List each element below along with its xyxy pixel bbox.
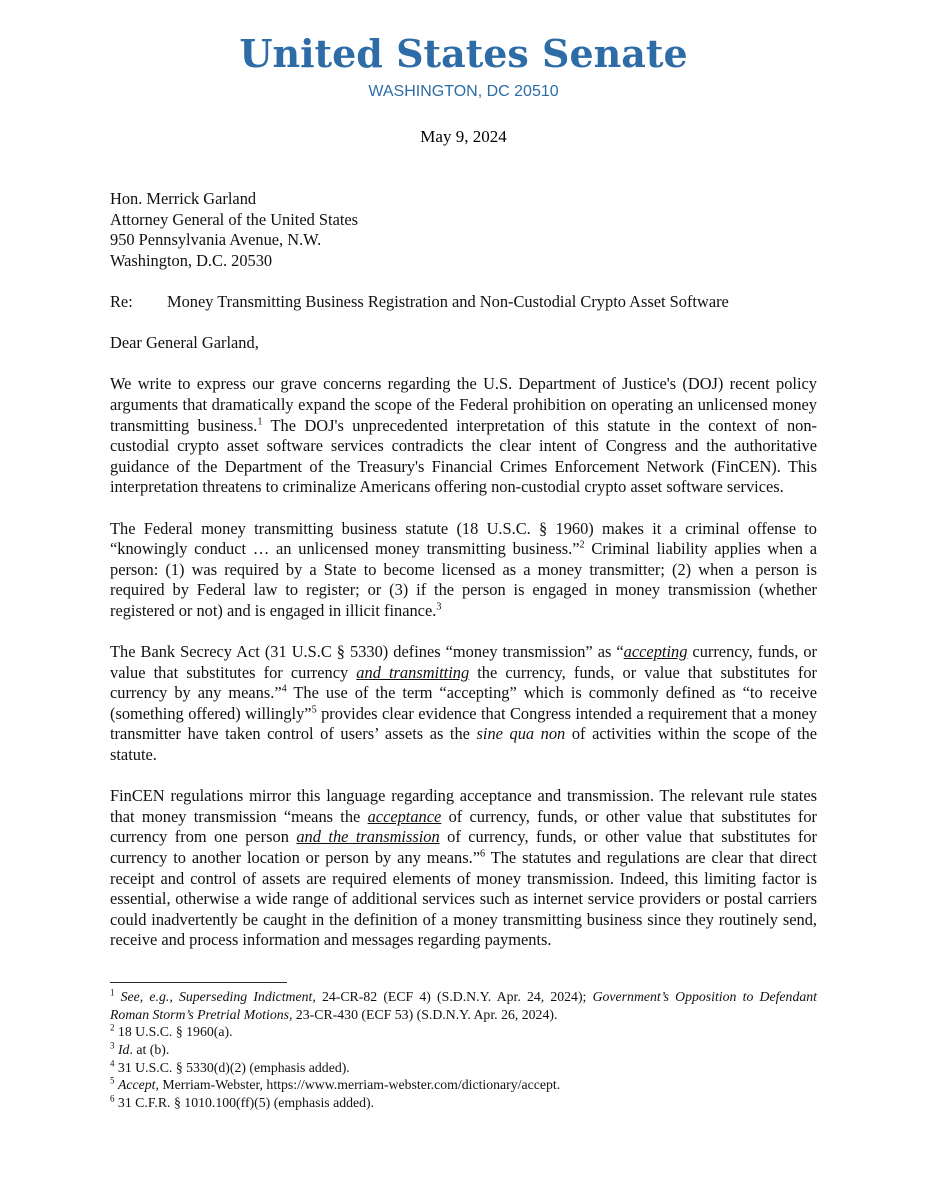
footnote: $^4$ 31 U.S.C. § 5330(d)(2) (emphasis added). — [110, 1058, 350, 1075]
recipient-address-block — [110, 189, 817, 271]
footnote: $^3$ Id. at (b). — [110, 1040, 170, 1058]
recipient-street: 950 Pennsylvania Avenue, N.W. — [110, 230, 322, 250]
footnote: $^1$ See, e.g., Superseding Indictment, 24-CR-82 (ECF 4) (S.D.N.Y. Apr. 24, 2024); Government’s Opposition to Defendant Roman Storm’s Pretrial Motions, 23-CR-430 (ECF 53) (S.D.N.Y. Apr. 26, 2024). — [110, 987, 817, 1022]
letter-date: May 9, 2024 — [420, 127, 507, 146]
footnote-section — [110, 982, 817, 1112]
footnote-separator-rule — [110, 982, 287, 983]
footnote: $^5$ Accept, Merriam-Webster, https://www.merriam-webster.com/dictionary/accept. — [110, 1075, 561, 1093]
letter-paragraph: The Federal money transmitting business statute (18 U.S.C. § 1960) makes it a criminal offense to “knowingly conduct … an unlicensed money transmitting business.”$^2$ Criminal liability applies when a person: (1) was required by a State to become licensed as a money transmitter; (2) when a person is required by Federal law to register; or (3) if the person is engaged in money transmission (whether registered or not) and is engaged in illicit finance.$^3$ — [110, 518, 818, 620]
subject-line — [110, 292, 817, 313]
recipient-title: Attorney General of the United States — [110, 209, 359, 229]
footnote: $^6$ 31 C.F.R. § 1010.100(ff)(5) (emphasis added). — [110, 1093, 375, 1111]
letter-paragraph: The Bank Secrecy Act (31 U.S.C § 5330) defines “money transmission” as “accepting currency, funds, or value that substitutes for currency and transmitting the currency, funds, or value that substitutes for currency by any means.”$^4$ The use of the term “accepting” which is commonly defined as “to receive (something offered) willingly”$^5$ provides clear evidence that Congress intended a requirement that a money transmitter have taken control of users’ assets as the sine qua non of activities within the scope of the statute. — [110, 642, 818, 765]
subject-label: Re: — [110, 291, 133, 311]
subject-text: Money Transmitting Business Registration and Non-Custodial Crypto Asset Software — [167, 291, 729, 311]
recipient-city: Washington, D.C. 20530 — [110, 250, 273, 270]
senate-letterhead-title: United States Senate — [239, 31, 688, 76]
letterhead-location: WASHINGTON, DC 20510 — [368, 83, 559, 100]
salutation: Dear General Garland, — [110, 333, 259, 353]
letter-paragraph: We write to express our grave concerns regarding the U.S. Department of Justice's (DOJ) recent policy arguments that dramatically expand the scope of the Federal prohibition on operating an unlicensed money transmitting business.$^1$ The DOJ's unprecedented interpretation of this statute in the context of non-custodial crypto asset software services contradicts the clear intent of Congress and the authoritative guidance of the Department of the Treasury's Financial Crimes Enforcement Network (FinCEN). This interpretation threatens to criminalize Americans offering non-custodial crypto asset software services. — [110, 374, 817, 497]
recipient-name: Hon. Merrick Garland — [110, 189, 257, 208]
footnote: $^2$ 18 U.S.C. § 1960(a). — [110, 1022, 233, 1040]
letter-paragraph: FinCEN regulations mirror this language regarding acceptance and transmission. The relevant rule states that money transmission “means the acceptance of currency, funds, or other value that substitutes for currency from one person and the transmission of currency, funds, or other value that substitutes for currency to another location or person by any means.”$^6$ The statutes and regulations are clear that direct receipt and control of assets are required elements of money transmission. Indeed, this limiting factor is essential, otherwise a wide range of additional services such as internet service providers or postal carriers could inadvertently be caught in the definition of a money transmitting business since they routinely send, receive and process information and messages regarding payments. — [110, 786, 818, 950]
letterhead — [110, 30, 817, 102]
